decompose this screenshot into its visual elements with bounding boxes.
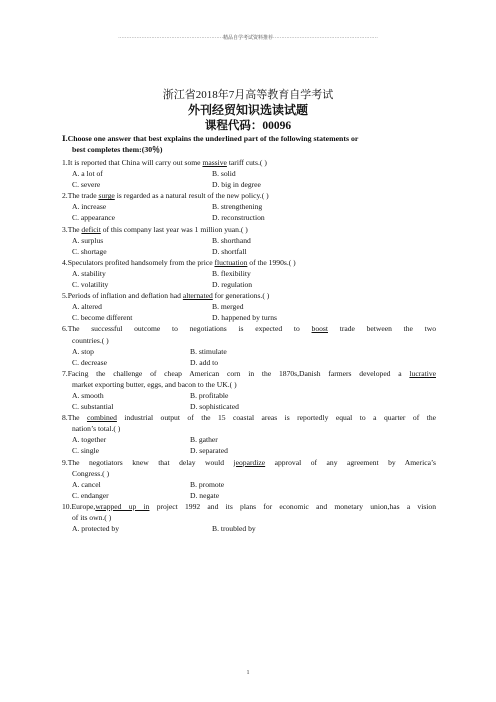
question-text: 7.Facing the challenge of cheap American corn in the 1870s,Danish farmers developed a	[62, 368, 410, 378]
question-item	[62, 257, 436, 290]
question-item	[62, 290, 436, 323]
option-row	[62, 523, 436, 534]
answer-option[interactable]: C. severe	[72, 180, 101, 190]
answer-option[interactable]: B. stimulate	[190, 346, 227, 356]
option-row	[62, 312, 436, 323]
question-text: 2.The trade	[62, 191, 99, 201]
answer-option[interactable]: B. gather	[190, 435, 218, 445]
answer-option[interactable]: B. profitable	[190, 390, 229, 400]
question-continuation: countries.( )	[72, 335, 109, 345]
question-item	[62, 224, 436, 257]
answer-option[interactable]: C. become different	[72, 313, 133, 323]
answer-option[interactable]: C. volatility	[72, 280, 109, 290]
option-row	[62, 179, 436, 190]
option-row	[62, 434, 436, 445]
question-item	[62, 457, 436, 501]
answer-option[interactable]: A. stop	[72, 346, 94, 356]
question-stem	[62, 368, 436, 390]
answer-option[interactable]: A. altered	[72, 302, 102, 312]
answer-option[interactable]: D. regulation	[212, 280, 253, 290]
option-row	[62, 279, 436, 290]
option-row	[62, 390, 436, 401]
section-instructions	[62, 133, 434, 155]
page-number: 1	[246, 670, 250, 676]
section-instructions-line2: best completes them:(30％)	[72, 145, 163, 154]
question-stem	[62, 501, 436, 523]
answer-option[interactable]: B. troubled by	[212, 524, 256, 534]
answer-option[interactable]: D. big in degree	[212, 180, 261, 190]
answer-option[interactable]: B. solid	[212, 169, 236, 179]
section-instructions-line1: Ⅰ.Choose one answer that best explains the underlined part of the following statements or	[62, 134, 359, 143]
question-item	[62, 501, 436, 534]
answer-option[interactable]: A. a lot of	[72, 169, 103, 179]
answer-option[interactable]: B. strengthening	[212, 202, 263, 212]
underlined-term: massive	[202, 158, 227, 167]
course-title: 外刊经贸知识选读试题	[187, 103, 308, 117]
course-code: 课程代码：00096	[204, 120, 292, 132]
answer-option[interactable]: D. happened by turns	[212, 313, 277, 323]
underlined-term: alternated	[182, 291, 213, 301]
answer-option[interactable]: A. together	[72, 435, 107, 445]
option-row	[62, 357, 436, 368]
answer-option[interactable]: B. shorthand	[212, 235, 251, 245]
answer-option[interactable]: C. single	[72, 446, 100, 456]
question-continuation: Congress.( )	[72, 468, 110, 478]
option-row	[62, 235, 436, 246]
question-item	[62, 157, 436, 190]
answer-option[interactable]: B. flexibility	[212, 268, 251, 278]
question-text: of this company last year was 1 million yuan.( )	[100, 224, 248, 234]
answer-option[interactable]: C. substantial	[72, 402, 114, 412]
question-text: trade between the two	[328, 324, 436, 334]
question-stem	[62, 190, 436, 201]
answer-option[interactable]: B. merged	[212, 302, 244, 312]
question-continuation: of its own.( )	[72, 513, 112, 522]
option-row	[62, 479, 436, 490]
question-text: approval of any agreement by America’s	[265, 457, 436, 467]
question-stem	[62, 157, 436, 168]
answer-option[interactable]: C. decrease	[72, 357, 107, 367]
question-text: tariff cuts.( )	[226, 158, 267, 167]
question-stem	[62, 457, 436, 479]
question-text: of the 1990s.( )	[247, 257, 296, 267]
answer-option[interactable]: A. protected by	[72, 524, 120, 534]
underlined-term: fluctuation	[214, 257, 248, 267]
answer-option[interactable]: D. negate	[190, 490, 220, 500]
question-stem	[62, 257, 436, 268]
question-list	[62, 157, 436, 534]
answer-option[interactable]: D. add to	[190, 357, 219, 367]
question-text: 6.The successful outcome to negotiations is expected to	[62, 324, 312, 334]
option-row	[62, 168, 436, 179]
exam-title: 浙江省2018年7月高等教育自学考试	[162, 89, 334, 101]
question-text: 1.It is reported that China will carry out some	[62, 158, 203, 167]
option-row	[62, 401, 436, 412]
answer-option[interactable]: B. promote	[190, 479, 225, 489]
option-row	[62, 445, 436, 456]
question-text: 3.The	[62, 224, 82, 234]
question-item	[62, 323, 436, 367]
answer-option[interactable]: D. reconstruction	[212, 213, 265, 223]
answer-option[interactable]: C. appearance	[72, 213, 116, 223]
option-row	[62, 268, 436, 279]
question-text: 5.Periods of inflation and deflation had	[62, 291, 183, 301]
answer-option[interactable]: A. cancel	[72, 479, 101, 489]
underlined-term: combined	[86, 413, 117, 423]
option-row	[62, 301, 436, 312]
question-text: for generations.( )	[212, 291, 270, 301]
answer-option[interactable]: C. shortage	[72, 246, 107, 256]
answer-option[interactable]: D. separated	[190, 446, 228, 456]
question-text: 9.The negotiators knew that delay would	[62, 457, 234, 467]
question-stem	[62, 412, 436, 434]
option-row	[62, 346, 436, 357]
question-text: 4.Speculators profited handsomely from the price	[62, 257, 215, 267]
answer-option[interactable]: D. shortfall	[212, 246, 247, 256]
question-continuation: market exporting butter, eggs, and bacon to the UK.( )	[72, 379, 237, 389]
answer-option[interactable]: D. sophisticated	[190, 402, 239, 412]
question-text: industrial output of the 15 coastal areas is reportedly equal to a quarter of the	[116, 413, 436, 423]
page-header-banner: ·······························································精品自学考试资料推荐·······························································	[118, 36, 378, 41]
question-stem	[62, 290, 436, 301]
underlined-term: lucrative	[409, 368, 436, 378]
question-text: is regarded as a natural result of the new policy.( )	[114, 191, 269, 201]
question-item	[62, 412, 436, 456]
option-row	[62, 246, 436, 257]
answer-option[interactable]: C. endanger	[72, 490, 109, 500]
question-text: project 1992 and its plans for economic and monetary union,has a vision	[149, 501, 436, 511]
question-stem	[62, 323, 436, 345]
underlined-term: wrapped up in	[95, 501, 150, 511]
underlined-term: jeopardize	[233, 457, 266, 467]
question-item	[62, 190, 436, 223]
underlined-term: surge	[98, 191, 115, 201]
answer-option[interactable]: A. stability	[72, 268, 106, 278]
answer-option[interactable]: A. smooth	[72, 390, 104, 400]
question-text: 10.Europe,	[62, 501, 96, 511]
underlined-term: deficit	[81, 224, 101, 234]
question-item	[62, 368, 436, 412]
answer-option[interactable]: A. increase	[72, 202, 107, 212]
question-stem	[62, 224, 436, 235]
underlined-term: boost	[311, 324, 328, 334]
question-text: 8.The	[62, 413, 87, 423]
question-continuation: nation’s total.( )	[72, 424, 121, 434]
option-row	[62, 212, 436, 223]
answer-option[interactable]: A. surplus	[72, 235, 104, 245]
option-row	[62, 201, 436, 212]
option-row	[62, 490, 436, 501]
